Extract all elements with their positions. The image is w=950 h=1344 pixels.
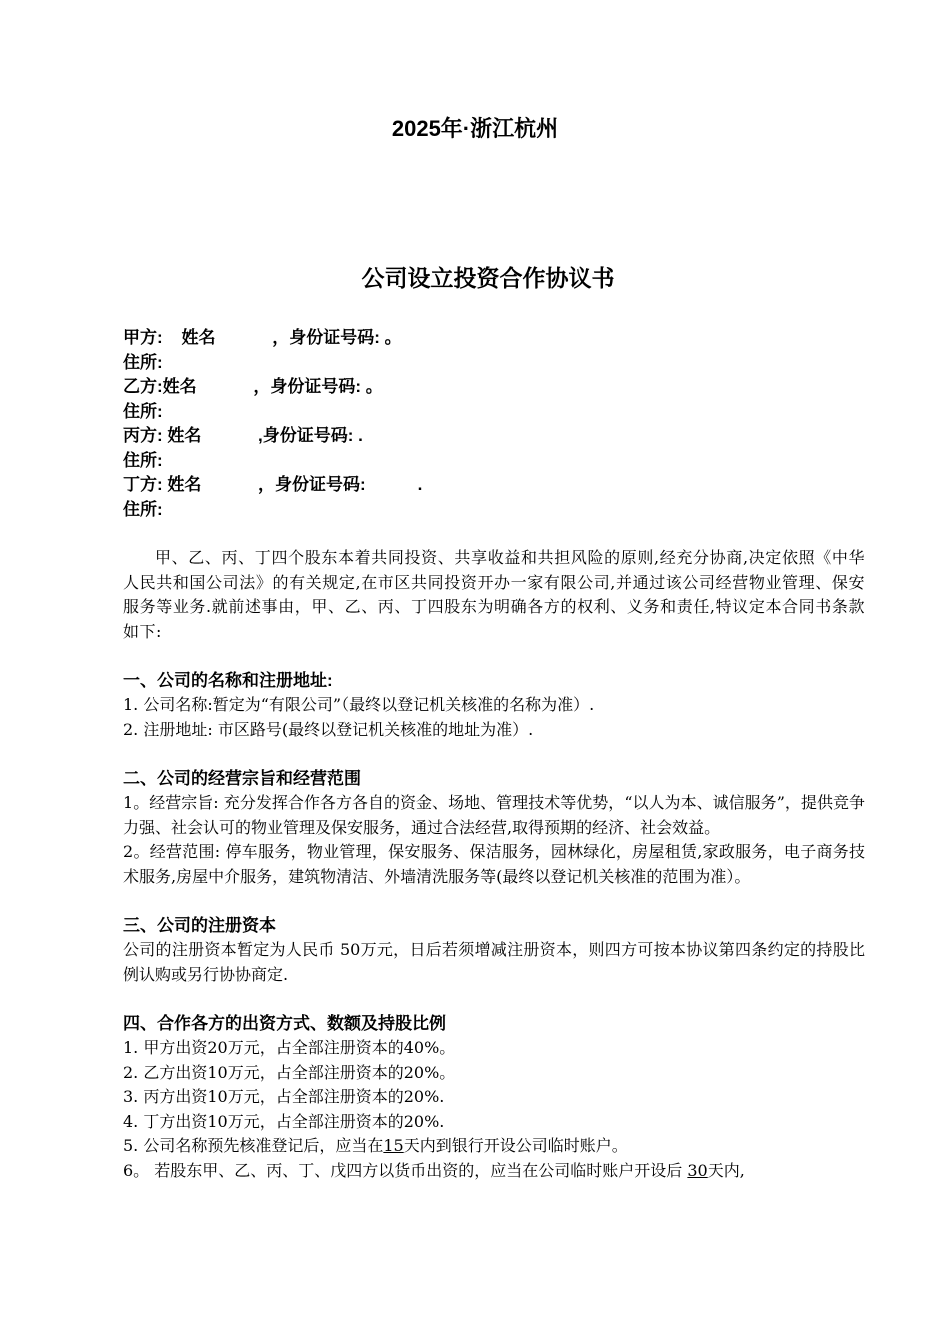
section-3-paragraph: 公司的注册资本暂定为人民币 50万元，日后若须增减注册资本，则四方可按本协议第四条约定的持股比例认购或另行协协商定. bbox=[123, 940, 865, 984]
item-5-days-number: 15 bbox=[383, 1136, 404, 1155]
party-b-line: 乙方:姓名 ，身份证号码: 。 bbox=[123, 377, 383, 396]
party-a-line: 甲方: 姓名 ，身份证号码: 。 bbox=[123, 328, 402, 347]
intro-paragraph: 甲、乙、丙、丁四个股东本着共同投资、共享收益和共担风险的原则,经充分协商,决定依照《中华人民共和国公司法》的有关规定,在市区共同投资开办一家有限公司,并通过该公司经营物业管理、保安服务等业务.就前述事由，甲、乙、丙、丁四股东为明确各方的权利、义务和责任,特议定本合同书条款如下: bbox=[123, 548, 865, 641]
party-d-address: 住所: bbox=[123, 499, 163, 519]
party-b-address: 住所: bbox=[123, 401, 163, 421]
item-6-text-after: 天内, bbox=[707, 1160, 745, 1180]
section-4-item: 2. 乙方出资10万元，占全部注册资本的20%。 bbox=[123, 1062, 456, 1082]
agreement-body bbox=[123, 546, 865, 1183]
item-6-days-number: 30 bbox=[687, 1160, 708, 1180]
party-c-address: 住所: bbox=[123, 450, 163, 470]
location-year-heading: 2025年·浙江杭州 bbox=[391, 116, 559, 141]
section-4-item: 1. 甲方出资20万元，占全部注册资本的40%。 bbox=[123, 1038, 456, 1057]
item-6-text-before: 6。 若股东甲、乙、丙、丁、戊四方以货币出资的，应当在公司临时账户开设后 bbox=[123, 1160, 688, 1180]
party-a-address: 住所: bbox=[123, 352, 163, 372]
section-4-item: 4. 丁方出资10万元，占全部注册资本的20%. bbox=[123, 1111, 445, 1131]
party-c-line: 丙方: 姓名 ,身份证号码: . bbox=[123, 426, 363, 445]
parties-block bbox=[123, 326, 883, 522]
document-title: 公司设立投资合作协议书 bbox=[361, 265, 615, 291]
item-5-text-after: 天内到银行开设公司临时账户。 bbox=[403, 1136, 628, 1155]
section-1-item: 2. 注册地址: 市区路号(最终以登记机关核准的地址为准）. bbox=[123, 719, 534, 739]
section-2-scope: 2。经营范围: 停车服务，物业管理，保安服务、保洁服务，园林绿化，房屋租赁,家政服务，电子商务技术服务,房屋中介服务，建筑物清洁、外墙清洗服务等(最终以登记机关核准的范围为准）。 bbox=[123, 842, 865, 886]
party-d-line: 丁方: 姓名 ，身份证号码: . bbox=[123, 475, 423, 494]
section-4-item: 3. 丙方出资10万元，占全部注册资本的20%. bbox=[123, 1087, 445, 1106]
section-2-purpose: 1。经营宗旨: 充分发挥合作各方各自的资金、场地、管理技术等优势，“以人为本、诚信服务”，提供竞争力强、社会认可的物业管理及保安服务，通过合法经营,取得预期的经济、社会效益。 bbox=[123, 793, 865, 837]
section-4-title: 四、合作各方的出资方式、数额及持股比例 bbox=[123, 1013, 446, 1033]
section-2-title: 二、公司的经营宗旨和经营范围 bbox=[123, 768, 361, 788]
section-1-title: 一、公司的名称和注册地址: bbox=[123, 670, 333, 690]
section-4-item-5 bbox=[123, 1134, 865, 1159]
section-4-item-6 bbox=[123, 1159, 865, 1184]
section-1-item: 1. 公司名称:暂定为“有限公司”（最终以登记机关核准的名称为准）. bbox=[123, 695, 595, 714]
section-3-title: 三、公司的注册资本 bbox=[123, 915, 276, 935]
item-5-text-before: 5. 公司名称预先核准登记后，应当在 bbox=[123, 1136, 384, 1155]
